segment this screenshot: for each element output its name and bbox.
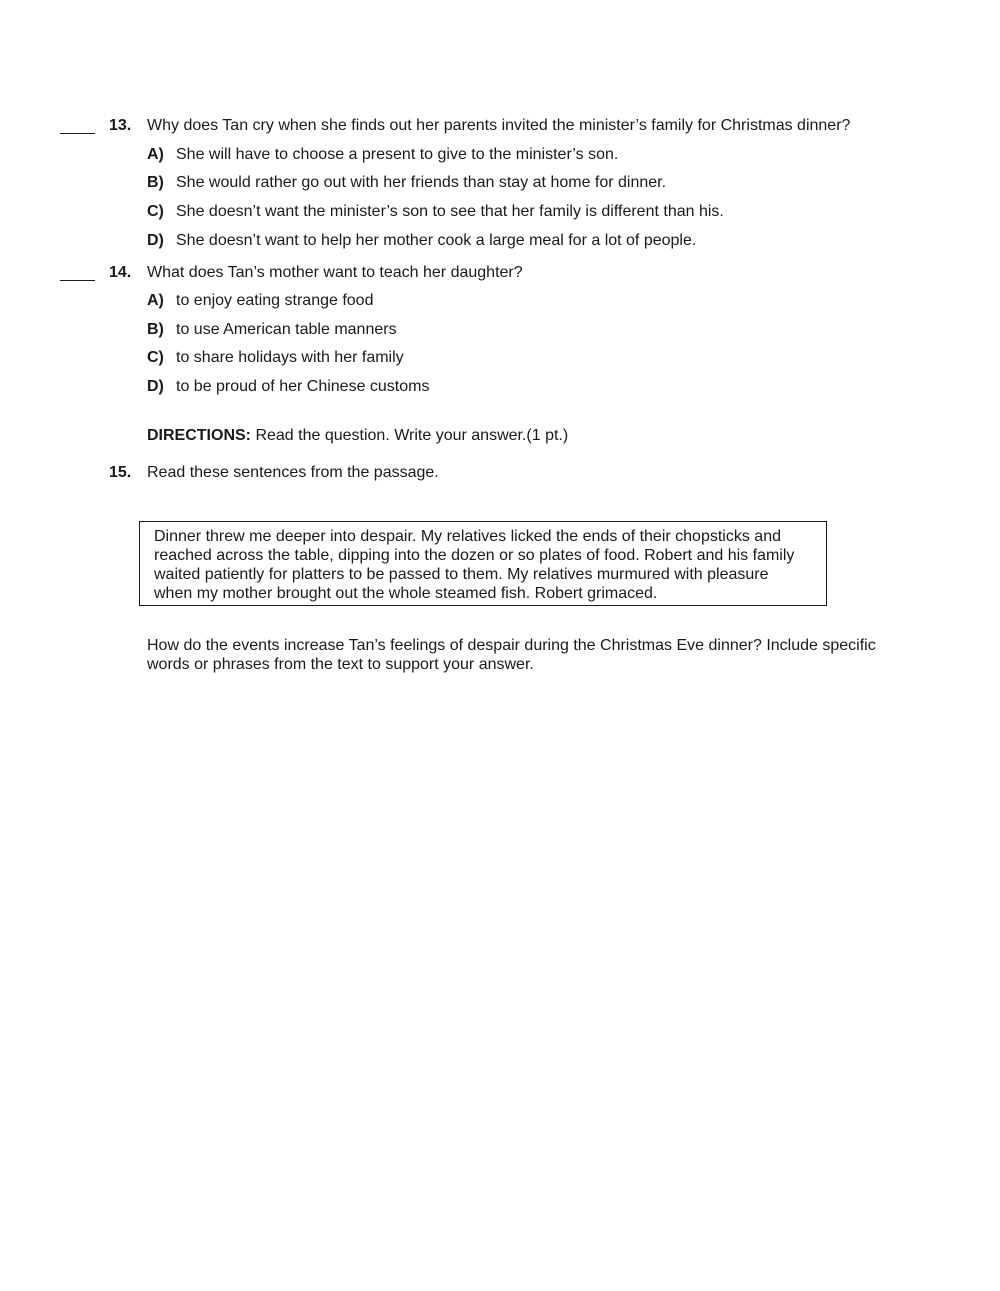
- question-number-14: 14.: [109, 264, 132, 281]
- option-text-14c: to share holidays with her family: [176, 349, 404, 366]
- option-letter-14d: D): [147, 378, 164, 395]
- option-letter-13a: A): [147, 146, 164, 163]
- option-letter-14a: A): [147, 292, 164, 309]
- answer-blank-14[interactable]: [60, 280, 95, 281]
- question-text-14: What does Tan’s mother want to teach her daughter?: [147, 264, 523, 281]
- option-text-13b: She would rather go out with her friends than stay at home for dinner.: [176, 174, 667, 191]
- option-text-14a: to enjoy eating strange food: [176, 292, 374, 309]
- question-number-13: 13.: [109, 117, 132, 134]
- option-letter-14c: C): [147, 349, 164, 366]
- option-text-14d: to be proud of her Chinese customs: [176, 378, 430, 395]
- directions-label: DIRECTIONS:: [147, 427, 251, 444]
- option-text-13c: She doesn’t want the minister’s son to see that her family is different than his.: [176, 203, 724, 220]
- option-letter-13b: B): [147, 174, 164, 191]
- option-letter-13d: D): [147, 232, 164, 249]
- question-text-15: Read these sentences from the passage.: [147, 464, 439, 481]
- option-text-13d: She doesn’t want to help her mother cook a large meal for a lot of people.: [176, 232, 697, 249]
- answer-blank-13[interactable]: [60, 133, 95, 134]
- option-letter-13c: C): [147, 203, 164, 220]
- prompt-line: How do the events increase Tan’s feelings of despair during the Christmas Eve dinner? Include specific: [147, 637, 876, 654]
- option-letter-14b: B): [147, 321, 164, 338]
- question-number-15: 15.: [109, 464, 132, 481]
- directions-text: Read the question. Write your answer.(1 pt.): [251, 427, 569, 444]
- option-text-14b: to use American table manners: [176, 321, 397, 338]
- passage-line: when my mother brought out the whole steamed fish. Robert grimaced.: [154, 585, 658, 602]
- passage-line: waited patiently for platters to be passed to them. My relatives murmured with pleasure: [154, 566, 769, 583]
- question-text-13: Why does Tan cry when she finds out her parents invited the minister’s family for Christmas dinner?: [147, 117, 851, 134]
- prompt-line: words or phrases from the text to support your answer.: [147, 656, 534, 673]
- option-text-13a: She will have to choose a present to give to the minister’s son.: [176, 146, 619, 163]
- passage-line: Dinner threw me deeper into despair. My relatives licked the ends of their chopsticks and: [154, 528, 781, 545]
- passage-line: reached across the table, dipping into the dozen or so plates of food. Robert and his family: [154, 547, 795, 564]
- directions: [147, 427, 568, 445]
